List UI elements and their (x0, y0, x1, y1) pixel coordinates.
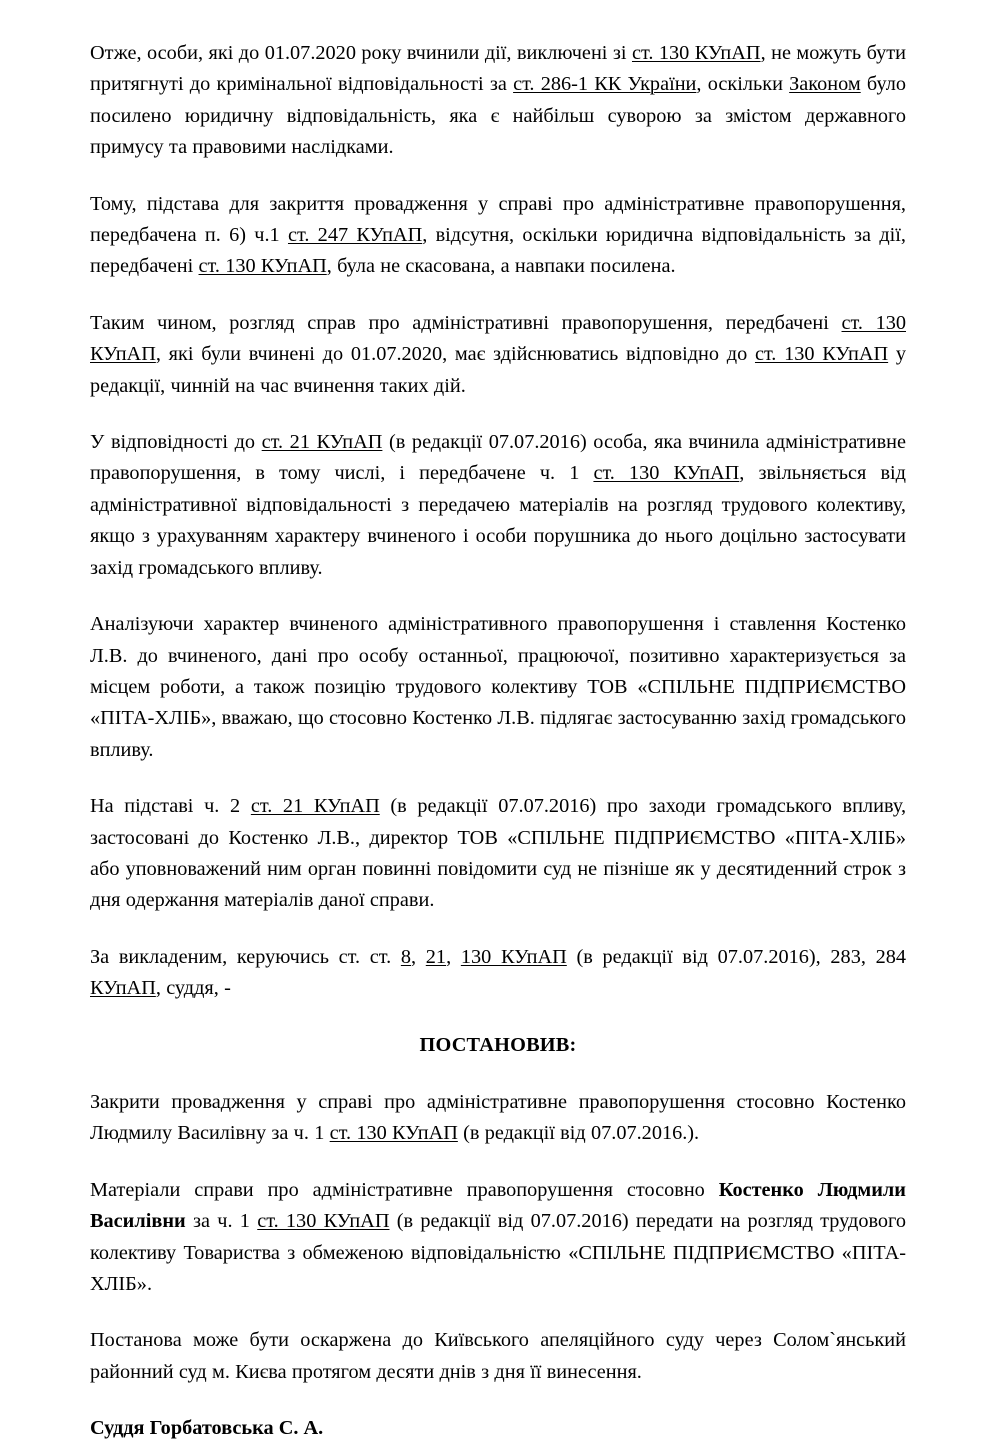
text-run: (в редакції від 07.07.2016), 283, 284 (566, 945, 907, 968)
text-run: за ч. 1 (185, 1210, 258, 1233)
text-run: , була не скасована, а навпаки посилена. (326, 255, 676, 278)
legal-reference: ст. 247 КУпАП (287, 224, 423, 247)
legal-reference: ст. 130 КУпАП (754, 343, 889, 366)
legal-reference: ст. 21 КУпАП (250, 795, 380, 818)
paragraph-6 (90, 791, 906, 917)
text-run: (в редакції 07.07.2016) особа, яка вчинила адміністративне правопорушення, в тому числі, і передбачене ч. 1 (90, 431, 906, 485)
text-run: Отже, особи, які до 01.07.2020 року вчинили дії, виключені зі (90, 42, 632, 64)
paragraph-10-appeal-notice (90, 1325, 906, 1388)
legal-reference: 130 КУпАП (460, 945, 567, 968)
text-run: , які були вчинені до 01.07.2020, має здійснюватись відповідно до (155, 343, 755, 366)
text-run: (в редакції від 07.07.2016) передати на розгляд трудового колективу Товариства з обмеженою відповідальністю «СПІЛЬНЕ ПІДПРИЄМСТВО «ПІТА-ХЛІБ». (90, 1210, 907, 1295)
text-run: , оскільки (696, 73, 790, 96)
legal-reference: ст. 286-1 КК України (513, 73, 697, 96)
text-run: Закрити провадження у справі про адміністративне правопорушення стосовно Костенко Людмилу Василівну за ч. 1 (90, 1090, 906, 1145)
legal-reference: ст. 130 КУпАП (329, 1122, 458, 1145)
text-run: (в редакції від 07.07.2016.). (457, 1122, 700, 1145)
text-run: Постанова може бути оскаржена до Київського апеляційного суду через Солом`янський районний суд м. Києва протягом десяти днів з дня її винесення. (90, 1329, 906, 1383)
legal-reference: ст. 130 КУпАП (631, 42, 761, 64)
legal-reference: ст. 21 КУпАП (261, 431, 383, 454)
paragraph-4 (90, 427, 906, 584)
legal-reference: Законом (789, 73, 861, 96)
text-run: , не можуть бути притягнуті до кримінальної відповідальності за (90, 42, 907, 96)
paragraph-9-ruling-transfer-materials (90, 1175, 906, 1301)
text-run: Тому, підстава для закриття провадження у справі про адміністративне правопорушення, передбачена п. 6) ч.1 (90, 192, 906, 247)
text-run: Матеріали справи про адміністративне правопорушення стосовно (90, 1178, 719, 1201)
text-run: у редакції, чинній на час вчинення таких дій. (90, 343, 906, 397)
text-run: , відсутня, оскільки юридична відповідальність за дії, передбачені (90, 224, 906, 278)
paragraph-3 (90, 308, 906, 402)
paragraph-5 (90, 609, 906, 766)
paragraph-2 (90, 189, 906, 283)
legal-reference: ст. 130 КУпАП (257, 1210, 390, 1233)
text-run: На підставі ч. 2 (90, 795, 251, 818)
paragraph-8-ruling-close-case (90, 1087, 906, 1150)
text-run: , (446, 945, 461, 968)
text-run: Таким чином, розгляд справ про адміністративні правопорушення, передбачені (90, 311, 842, 334)
operative-part-heading: ПОСТАНОВИВ: (419, 1033, 577, 1056)
paragraph-7-operative-intro (90, 942, 906, 1005)
legal-reference: 21 (425, 945, 447, 968)
paragraph-1 (90, 38, 906, 164)
text-run: , звільняється від адміністративної відповідальності з передачею матеріалів на розгляд трудового колективу, якщо з урахуванням характеру вчиненого і особи порушника до нього доцільно застосувати захід громадського впливу. (90, 462, 906, 579)
text-run: У відповідності до (90, 431, 262, 454)
text-run: За викладеним, керуючись ст. ст. (90, 945, 401, 968)
document-body (90, 38, 906, 1445)
emphasised-name: Костенко Людмили Василівни (90, 1178, 906, 1233)
legal-reference: ст. 130 КУпАП (593, 462, 740, 485)
text-run: було посилено юридичну відповідальність, яка є найбільш суворою за змістом державного примусу та правовими наслідками. (90, 73, 906, 159)
legal-reference: ст. 130 КУпАП (198, 255, 327, 278)
legal-reference: 8 (400, 945, 411, 968)
text-run: Аналізуючи характер вчиненого адміністративного правопорушення і ставлення Костенко Л.В. до вчиненого, дані про особу останньої, працюючої, позитивно характеризується за місцем роботи, а також позицію трудового колективу ТОВ «СПІЛЬНЕ ПІДПРИЄМСТВО «ПІТА-ХЛІБ», вважаю, що стосовно Костенко Л.В. підлягає застосуванню захід громадського впливу. (90, 613, 906, 761)
judge-signature: Суддя Горбатовська С. А. (90, 1417, 324, 1440)
text-run: , (411, 945, 426, 968)
text-run: , суддя, - (155, 977, 231, 1000)
text-run: (в редакції 07.07.2016) про заходи громадського впливу, застосовані до Костенко Л.В., директор ТОВ «СПІЛЬНЕ ПІДПРИЄМСТВО «ПІТА-ХЛІБ» або уповноважений ним орган повинні повідомити суд не пізніше як у десятиденний строк з дня одержання матеріалів даної справи. (90, 795, 907, 912)
legal-reference: КУпАП (90, 977, 156, 1000)
legal-reference: ст. 130 КУпАП (90, 311, 906, 366)
